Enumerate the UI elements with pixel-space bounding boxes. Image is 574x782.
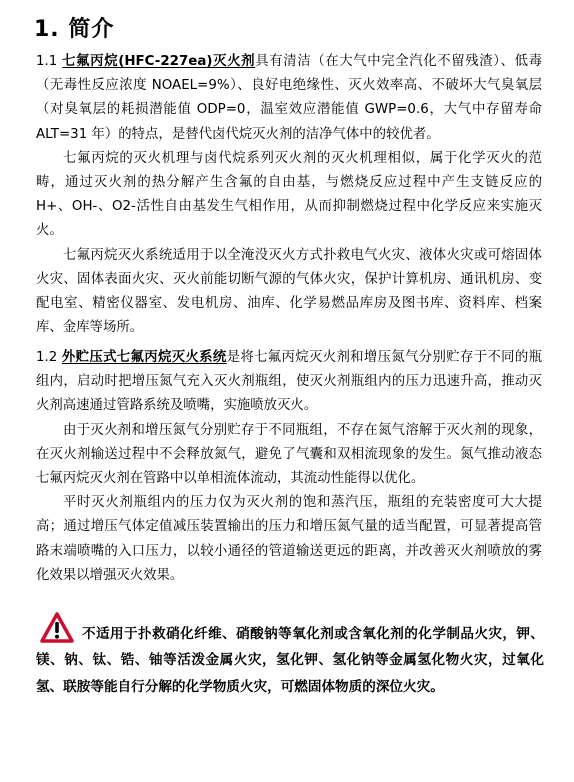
section-1-1-paragraph-3: 七氟丙烷灭火系统适用于以全淹没灭火方式扑救电气火灾、液体火灾或可熔固体火灾、固体表面火灾、灭火前能切断气源的气体火灾，保护计算机房、通讯机房、变配电室、精密仪器室、发电机房、油库、化学易燃品库房及图书库、资料库、档案库、金库等场所。	[36, 247, 542, 336]
page-title: 1. 简介	[34, 17, 115, 42]
section-1-1-title: 七氟丙烷(HFC-227ea)灭火剂	[62, 54, 256, 69]
section-1-1-paragraph-1: 具有清洁（在大气中完全汽化不留残渣）、低毒（无毒性反应浓度 NOAEL=9%）、良好电绝缘性、灭火效率高、不破坏大气臭氧层（对臭氧层的耗损潜能值 ODP=0，温室效应潜能值 GWP=0.6，大气中存留寿命 ALT=31 年）的特点，是替代卤代烷灭火剂的洁净气体中的较优者。	[36, 54, 542, 142]
section-1-1-number: 1.1	[36, 54, 58, 69]
section-1-2-paragraph-3: 平时灭火剂瓶组内的压力仅为灭火剂的饱和蒸汽压，瓶组的充装密度可大大提高；通过增压气体定值减压装置输出的压力和增压氮气量的适当配置，可显著提高管路末端喷嘴的入口压力，以较小通径的管道输送更远的距离，并改善灭火剂喷放的雾化效果以增强灭火效果。	[36, 495, 542, 583]
warning-text: 不适用于扑救硝化纤维、硝酸钠等氧化剂或含氧化剂的化学制品火灾，钾、镁、钠、钛、锆、铀等活泼金属火灾，氢化钾、氢化钠等金属氢化物火灾，过氧化氢、联胺等能自行分解的化学物质火灾，可燃固体物质的深位火灾。	[36, 626, 544, 695]
section-1-1-intro	[36, 50, 542, 147]
section-1-1	[36, 50, 542, 340]
section-1-2-paragraph-1: 是将七氟丙烷灭火剂和增压氮气分别贮存于不同的瓶组内，启动时把增压氮气充入灭火剂瓶组，使灭火剂瓶组内的压力迅速升高，推动灭火剂高速通过管路系统及喷嘴，实施喷放灭火。	[36, 350, 543, 414]
section-1-2-number: 1.2	[36, 350, 58, 365]
section-1-2	[36, 346, 542, 588]
section-1-1-paragraph-2: 七氟丙烷的灭火机理与卤代烷系列灭火剂的灭火机理相似，属于化学灭火的范畴，通过灭火剂的热分解产生含氟的自由基，与燃烧反应过程中产生支链反应的 H+、OH-、O2-活性自由基发生气相作用，从而抑制燃烧过程中化学反应来实施灭火。	[36, 150, 542, 239]
section-1-2-intro	[36, 346, 542, 419]
section-1-2-paragraph-2: 由于灭火剂和增压氮气分别贮存于不同瓶组，不存在氮气溶解于灭火剂的现象，在灭火剂输送过程中不会释放氮气，避免了气囊和双相流现象的发生。氮气推动液态七氟丙烷灭火剂在管路中以单相流体流动，其流动性能得以优化。	[36, 422, 542, 487]
section-1-2-title: 外贮压式七氟丙烷灭火系统	[61, 350, 227, 365]
